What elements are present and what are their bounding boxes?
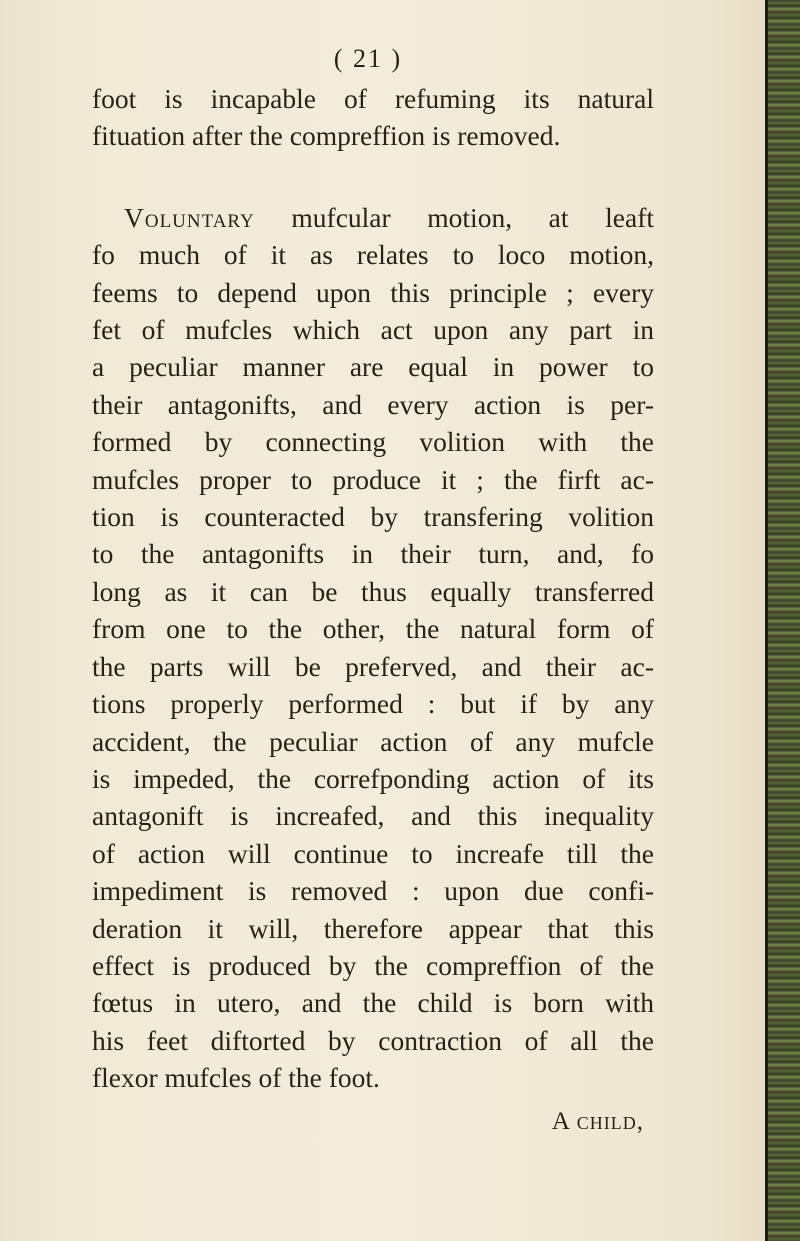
text-line: mufcles proper to produce it ; the firft ac- bbox=[92, 463, 654, 495]
text-line: formed by connecting volition with the bbox=[92, 426, 654, 458]
text-line: effect is produced by the compreffion of the bbox=[92, 949, 654, 981]
text-line: feems to depend upon this principle ; every bbox=[92, 276, 654, 308]
text-line: flexor mufcles of the foot. bbox=[92, 1062, 380, 1094]
text-line: to the antagonifts in their turn, and, fo bbox=[92, 538, 654, 570]
text-line: long as it can be thus equally transferred bbox=[92, 575, 654, 607]
catchword: A child, bbox=[551, 1107, 644, 1135]
text-line: their antagonifts, and every action is per- bbox=[92, 388, 654, 420]
text-line: the parts will be preferved, and their ac- bbox=[92, 650, 654, 682]
text-line: tion is counteracted by transfering volition bbox=[92, 501, 654, 533]
paragraph-opening-word: Voluntary bbox=[124, 201, 255, 233]
paragraph-opening-line bbox=[92, 199, 654, 236]
book-spine-edge bbox=[765, 0, 800, 1241]
body-text bbox=[92, 80, 654, 1140]
text-line: fituation after the compreffion is removed. bbox=[92, 120, 561, 152]
text-line: antagonift is increafed, and this inequality bbox=[92, 800, 654, 832]
text-line: tions properly performed : but if by any bbox=[92, 688, 654, 720]
text-line: is impeded, the correfponding action of its bbox=[92, 762, 654, 794]
text-line: foot is incapable of refuming its natural bbox=[92, 83, 654, 114]
page-number: ( 21 ) bbox=[333, 44, 403, 73]
text-line: impediment is removed : upon due confi- bbox=[92, 875, 654, 907]
text-line: accident, the peculiar action of any mufcle bbox=[92, 725, 654, 757]
paragraph-gap bbox=[92, 155, 654, 199]
text-line: deration it will, therefore appear that this bbox=[92, 912, 654, 944]
text-fragment: mufcular motion, at leaft bbox=[291, 201, 654, 233]
text-line: from one to the other, the natural form of bbox=[92, 613, 654, 645]
text-line: his feet diftorted by contraction of all the bbox=[92, 1024, 654, 1056]
text-line: a peculiar manner are equal in power to bbox=[92, 351, 654, 383]
text-line: fo much of it as relates to loco motion, bbox=[92, 239, 654, 271]
text-line: fœtus in utero, and the child is born with bbox=[92, 987, 654, 1019]
text-line: fet of mufcles which act upon any part in bbox=[92, 314, 654, 346]
text-line: of action will continue to increafe till the bbox=[92, 837, 654, 869]
